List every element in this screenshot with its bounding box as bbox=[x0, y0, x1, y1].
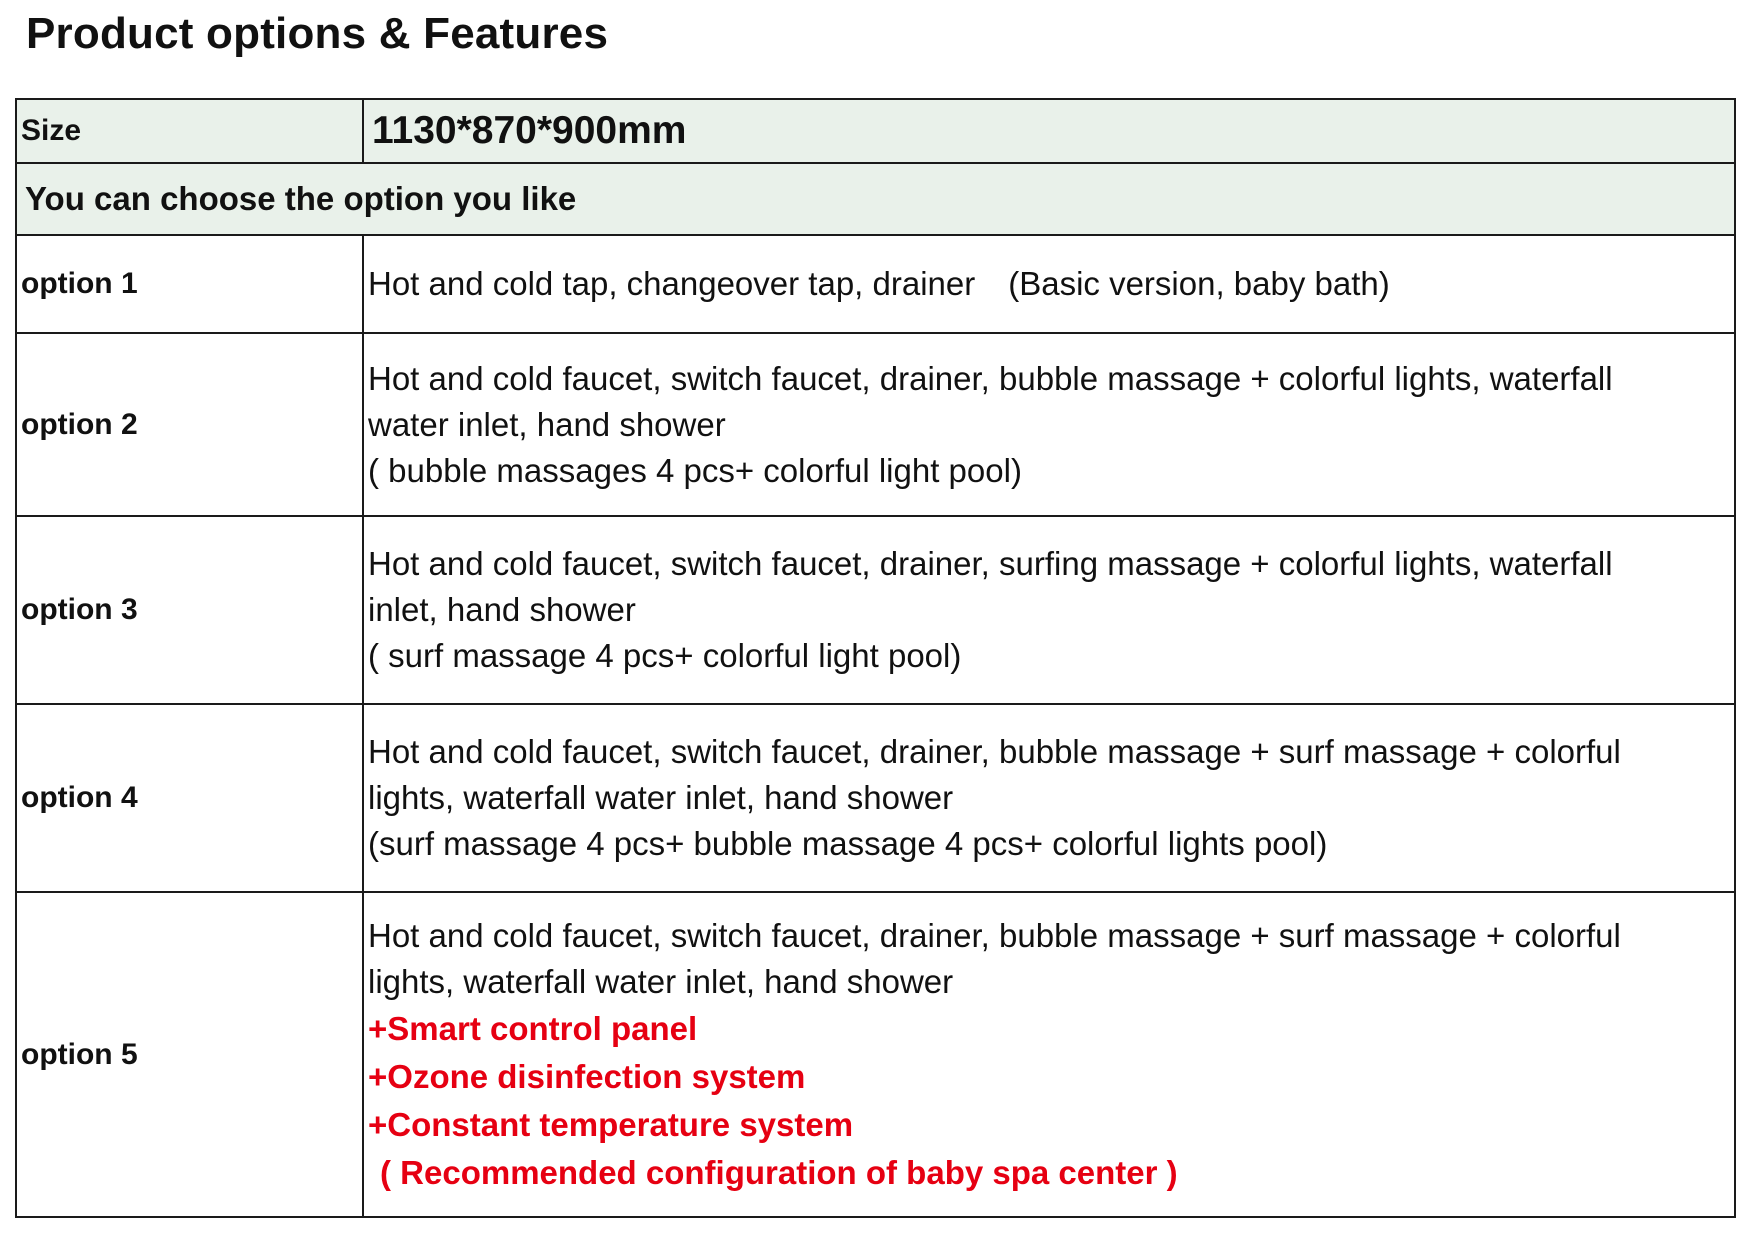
option-label: option 5 bbox=[21, 1037, 138, 1071]
option-description-line: ( bubble massages 4 pcs+ colorful light pool) bbox=[368, 451, 1022, 489]
option-row bbox=[16, 516, 1735, 704]
choose-heading: You can choose the option you like bbox=[25, 180, 577, 217]
option-description-line: lights, waterfall water inlet, hand shower bbox=[368, 779, 954, 816]
option-label: option 1 bbox=[21, 267, 138, 300]
highlight-feature: +Smart control panel bbox=[368, 1009, 698, 1047]
options-table bbox=[15, 98, 1736, 1218]
option-description-line: Hot and cold faucet, switch faucet, drainer, surfing massage + colorful lights, waterfall bbox=[368, 545, 1613, 582]
size-row bbox=[16, 99, 1735, 163]
option-description-line: Hot and cold faucet, switch faucet, drainer, bubble massage + surf massage + colorful bbox=[368, 733, 1621, 770]
option-label: option 4 bbox=[21, 781, 138, 814]
option-description-line: Hot and cold faucet, switch faucet, drainer, bubble massage + colorful lights, waterfall bbox=[368, 359, 1613, 397]
option-description-cell bbox=[363, 235, 1735, 333]
option-row bbox=[16, 235, 1735, 333]
size-label: Size bbox=[21, 114, 82, 147]
option-description-line: water inlet, hand shower bbox=[368, 405, 726, 443]
option-description-line: Hot and cold tap, changeover tap, drainer (Basic version, baby bath) bbox=[368, 265, 1390, 302]
size-value-cell bbox=[363, 99, 1735, 163]
option-label: option 2 bbox=[21, 407, 138, 441]
highlight-feature: +Constant temperature system bbox=[368, 1105, 854, 1143]
option-row bbox=[16, 892, 1735, 1217]
choose-row bbox=[16, 163, 1735, 235]
option-description-line: inlet, hand shower bbox=[368, 591, 636, 628]
option-description-cell bbox=[363, 892, 1735, 1217]
size-value: 1130*870*900mm bbox=[372, 109, 687, 152]
size-label-cell bbox=[16, 99, 363, 163]
option-label-cell bbox=[16, 516, 363, 704]
option-description-cell bbox=[363, 516, 1735, 704]
option-label-cell bbox=[16, 333, 363, 516]
option-label-cell bbox=[16, 892, 363, 1217]
page-title: Product options & Features bbox=[26, 9, 609, 58]
recommendation-note: ( Recommended configuration of baby spa center ) bbox=[380, 1153, 1178, 1191]
option-description-line: Hot and cold faucet, switch faucet, drainer, bubble massage + surf massage + colorful bbox=[368, 916, 1621, 954]
option-description-line: lights, waterfall water inlet, hand shower bbox=[368, 962, 954, 1000]
option-description-cell bbox=[363, 704, 1735, 892]
option-label-cell bbox=[16, 704, 363, 892]
highlight-feature: +Ozone disinfection system bbox=[368, 1057, 806, 1095]
option-label-cell bbox=[16, 235, 363, 333]
option-description-cell bbox=[363, 333, 1735, 516]
option-description-line: ( surf massage 4 pcs+ colorful light pool) bbox=[368, 637, 962, 674]
option-row bbox=[16, 704, 1735, 892]
choose-heading-cell bbox=[16, 163, 1735, 235]
option-row bbox=[16, 333, 1735, 516]
option-description-line: (surf massage 4 pcs+ bubble massage 4 pcs+ colorful lights pool) bbox=[368, 825, 1328, 862]
option-label: option 3 bbox=[21, 593, 138, 626]
